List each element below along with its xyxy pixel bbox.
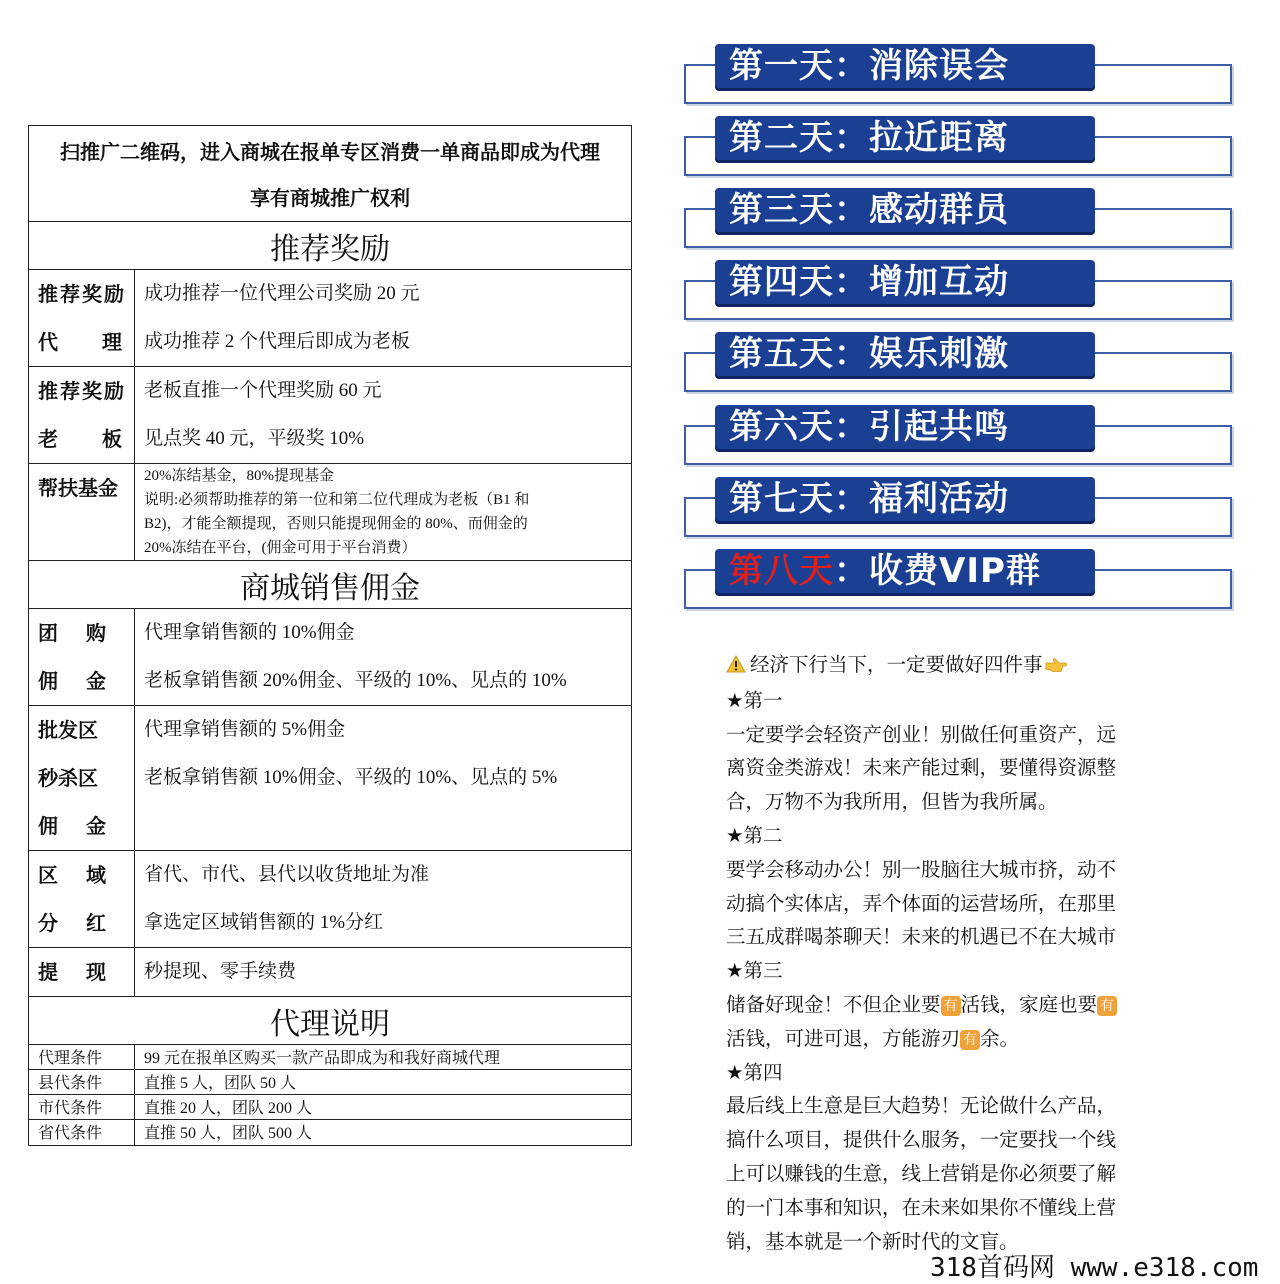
day-prefix: 第六天 bbox=[729, 407, 834, 447]
label-char: 推 bbox=[38, 379, 58, 403]
body-line: 最后线上生意是巨大趋势！无论做什么产品， bbox=[726, 1094, 1117, 1118]
row-support-fund bbox=[29, 464, 631, 561]
watermark: 318首码网 www.e318.com bbox=[930, 1253, 1259, 1283]
row-region-dividend bbox=[29, 851, 631, 948]
banner-pill bbox=[715, 260, 1095, 304]
day-topic: 收费VIP群 bbox=[869, 551, 1041, 591]
banner-pill bbox=[715, 405, 1095, 449]
condition-row bbox=[29, 1095, 631, 1120]
row-label bbox=[29, 851, 135, 947]
intro-header bbox=[29, 126, 631, 222]
label-line: 帮扶基金 bbox=[38, 476, 118, 500]
body-line: 一定要学会轻资产创业！别做任何重资产，远 bbox=[726, 722, 1117, 746]
day-banner bbox=[684, 549, 1234, 611]
day-prefix: 第七天 bbox=[729, 479, 834, 519]
day-banner bbox=[684, 332, 1234, 394]
label-line bbox=[38, 948, 134, 996]
body-line: 上可以赚钱的生意，线上营销是你必须要了解 bbox=[726, 1161, 1117, 1185]
body-line: 要学会移动办公！别一股脑往大城市挤，动不 bbox=[726, 857, 1117, 881]
intro-line-2: 享有商城推广权利 bbox=[250, 185, 410, 210]
day-topic: 引起共鸣 bbox=[869, 407, 1009, 447]
label-char: 理 bbox=[102, 330, 122, 354]
day-prefix: 第八天 bbox=[729, 551, 834, 591]
label-line: 秒杀区 bbox=[38, 766, 98, 790]
section-title-commission: 商城销售佣金 bbox=[29, 561, 631, 609]
condition-value: 直推 20 人，团队 200 人 bbox=[144, 1100, 313, 1117]
label-line bbox=[38, 802, 134, 850]
section-title-referral: 推荐奖励 bbox=[29, 222, 631, 270]
label-char: 分 bbox=[38, 911, 58, 935]
body-line: 搞什么项目，提供什么服务，一定要找一个线 bbox=[726, 1128, 1117, 1152]
warning-icon bbox=[726, 655, 746, 673]
day-sep: ： bbox=[834, 190, 869, 230]
text-run: 活钱，可进可退，方能游刃 bbox=[726, 1026, 961, 1050]
label-line bbox=[38, 609, 134, 657]
day-sep: ： bbox=[834, 46, 869, 86]
condition-row bbox=[29, 1070, 631, 1095]
row-withdraw bbox=[29, 948, 631, 997]
value-line: 说明:必须帮助推荐的第一位和第二位代理成为老板（B1 和 bbox=[144, 492, 530, 508]
label-line bbox=[38, 851, 134, 899]
body-line: 离资金类游戏！未来产能过剩，要懂得资源整 bbox=[726, 756, 1117, 780]
day-prefix: 第三天 bbox=[729, 190, 834, 230]
banner-pill bbox=[715, 549, 1095, 593]
condition-row bbox=[29, 1120, 631, 1145]
value-line: 见点奖 40 元，平级奖 10% bbox=[144, 428, 365, 449]
label-char: 励 bbox=[104, 379, 124, 403]
label-char: 板 bbox=[102, 427, 122, 451]
row-label bbox=[29, 706, 135, 850]
label-line: 批发区 bbox=[38, 718, 98, 742]
label-char: 现 bbox=[86, 960, 106, 984]
article-headline-line bbox=[726, 648, 1176, 684]
banner-pill bbox=[715, 116, 1095, 160]
day-banner bbox=[684, 260, 1234, 322]
row-referral-agent bbox=[29, 270, 631, 367]
row-value bbox=[135, 464, 631, 560]
value-line: 代理拿销售额的 10%佣金 bbox=[144, 622, 355, 643]
row-label bbox=[29, 464, 135, 560]
you-badge-icon: 有 bbox=[960, 1030, 980, 1050]
day-sep: ： bbox=[834, 407, 869, 447]
banner-pill bbox=[715, 188, 1095, 232]
row-value bbox=[135, 851, 631, 947]
day-banner bbox=[684, 44, 1234, 106]
intro-line-1: 扫推广二维码，进入商城在报单专区消费一单商品即成为代理 bbox=[60, 139, 600, 164]
text-run: 活钱，家庭也要 bbox=[960, 992, 1098, 1016]
day-topic: 增加互动 bbox=[869, 262, 1009, 302]
label-char: 佣 bbox=[38, 669, 58, 693]
condition-row bbox=[29, 1045, 631, 1070]
day-banner bbox=[684, 188, 1234, 250]
condition-value: 99 元在报单区购买一款产品即成为和我好商城代理 bbox=[144, 1050, 501, 1067]
label-char: 荐 bbox=[60, 282, 80, 306]
point-heading: ★第三 bbox=[726, 959, 783, 983]
label-char: 佣 bbox=[38, 814, 58, 838]
value-line: 老板直推一个代理奖励 60 元 bbox=[144, 380, 382, 401]
row-value bbox=[135, 609, 631, 705]
value-line: 代理拿销售额的 5%佣金 bbox=[144, 719, 346, 740]
body-line bbox=[726, 988, 1176, 1022]
row-label bbox=[29, 270, 135, 366]
label-char: 推 bbox=[38, 282, 58, 306]
point-heading: ★第二 bbox=[726, 823, 783, 847]
condition-label: 代理条件 bbox=[29, 1045, 135, 1069]
day-prefix: 第一天 bbox=[729, 46, 834, 86]
row-group-buy bbox=[29, 609, 631, 706]
body-line: 合，万物不为我所用，但皆为我所属。 bbox=[726, 790, 1058, 814]
label-line bbox=[38, 899, 134, 947]
value-line: 成功推荐 2 个代理后即成为老板 bbox=[144, 331, 411, 352]
day-sep: ： bbox=[834, 479, 869, 519]
body-line: 动搞个实体店，弄个体面的运营场所，在那里 bbox=[726, 891, 1117, 915]
label-char: 金 bbox=[86, 814, 106, 838]
value-line: 秒提现、零手续费 bbox=[144, 961, 297, 982]
row-value bbox=[135, 706, 631, 850]
you-badge-icon: 有 bbox=[941, 996, 961, 1016]
label-char: 团 bbox=[38, 621, 58, 645]
value-line: 20%冻结基金，80%提现基金 bbox=[144, 468, 334, 484]
body-line bbox=[726, 1022, 1176, 1056]
label-char: 励 bbox=[104, 282, 124, 306]
label-char: 域 bbox=[86, 863, 106, 887]
condition-value: 直推 5 人，团队 50 人 bbox=[144, 1075, 297, 1092]
text-run: 余。 bbox=[980, 1026, 1020, 1050]
condition-label: 市代条件 bbox=[29, 1095, 135, 1119]
value-line: 拿选定区域销售额的 1%分红 bbox=[144, 912, 384, 933]
day-topic: 消除误会 bbox=[869, 46, 1009, 86]
day-banner bbox=[684, 405, 1234, 467]
banner-pill bbox=[715, 477, 1095, 521]
condition-label: 省代条件 bbox=[29, 1120, 135, 1145]
row-value bbox=[135, 948, 631, 996]
body-line: 三五成群喝茶聊天！未来的机遇已不在大城市 bbox=[726, 925, 1117, 949]
value-line: 省代、市代、县代以收货地址为准 bbox=[144, 864, 430, 885]
label-char: 奖 bbox=[82, 282, 102, 306]
value-line: 成功推荐一位代理公司奖励 20 元 bbox=[144, 283, 420, 304]
label-char: 金 bbox=[86, 669, 106, 693]
label-char: 代 bbox=[38, 330, 58, 354]
condition-label: 县代条件 bbox=[29, 1070, 135, 1094]
day-prefix: 第四天 bbox=[729, 262, 834, 302]
value-line: 老板拿销售额 20%佣金、平级的 10%、见点的 10% bbox=[144, 670, 567, 691]
label-line bbox=[38, 270, 134, 318]
row-label bbox=[29, 367, 135, 463]
day-sep: ： bbox=[834, 262, 869, 302]
body-line: 销，基本就是一个新时代的文盲。 bbox=[726, 1229, 1019, 1253]
section-title-agent-notes: 代理说明 bbox=[29, 997, 631, 1045]
row-wholesale bbox=[29, 706, 631, 851]
label-char: 购 bbox=[86, 621, 106, 645]
label-line bbox=[38, 367, 134, 415]
label-line bbox=[38, 657, 134, 705]
day-sep: ： bbox=[834, 334, 869, 374]
row-value bbox=[135, 367, 631, 463]
body-line: 的一门本事和知识，在未来如果你不懂线上营 bbox=[726, 1195, 1117, 1219]
row-label bbox=[29, 609, 135, 705]
row-value bbox=[135, 270, 631, 366]
label-line bbox=[38, 318, 134, 366]
text-run: 储备好现金！不但企业要 bbox=[726, 992, 941, 1016]
condition-value: 直推 50 人，团队 500 人 bbox=[144, 1125, 313, 1142]
label-char: 老 bbox=[38, 427, 58, 451]
day-topic: 感动群员 bbox=[869, 190, 1009, 230]
article bbox=[726, 648, 1176, 1258]
day-prefix: 第二天 bbox=[729, 118, 834, 158]
banner-pill bbox=[715, 332, 1095, 376]
you-badge-icon: 有 bbox=[1097, 996, 1117, 1016]
day-banner bbox=[684, 116, 1234, 178]
value-line: B2)，才能全额提现，否则只能提现佣金的 80%、而佣金的 bbox=[144, 516, 528, 532]
day-sep: ： bbox=[834, 118, 869, 158]
label-char: 荐 bbox=[60, 379, 80, 403]
day-sep: ： bbox=[834, 551, 869, 591]
day-topic: 拉近距离 bbox=[869, 118, 1009, 158]
label-line bbox=[38, 415, 134, 463]
value-line: 20%冻结在平台，(佣金可用于平台消费） bbox=[144, 540, 417, 556]
day-topic: 娱乐刺激 bbox=[869, 334, 1009, 374]
row-label bbox=[29, 948, 135, 996]
label-char: 提 bbox=[38, 960, 58, 984]
banner-pill bbox=[715, 44, 1095, 88]
article-headline: 经济下行当下，一定要做好四件事 bbox=[750, 653, 1043, 676]
point-heading: ★第四 bbox=[726, 1060, 783, 1084]
day-topic: 福利活动 bbox=[869, 479, 1009, 519]
agent-policy-table bbox=[28, 125, 632, 1146]
day-prefix: 第五天 bbox=[729, 334, 834, 374]
label-char: 奖 bbox=[82, 379, 102, 403]
day-banner bbox=[684, 477, 1234, 539]
row-referral-boss bbox=[29, 367, 631, 464]
label-char: 红 bbox=[86, 911, 106, 935]
pointing-hand-icon bbox=[1045, 650, 1067, 684]
point-heading: ★第一 bbox=[726, 688, 783, 712]
label-char: 区 bbox=[38, 863, 58, 887]
value-line: 老板拿销售额 10%佣金、平级的 10%、见点的 5% bbox=[144, 767, 558, 788]
